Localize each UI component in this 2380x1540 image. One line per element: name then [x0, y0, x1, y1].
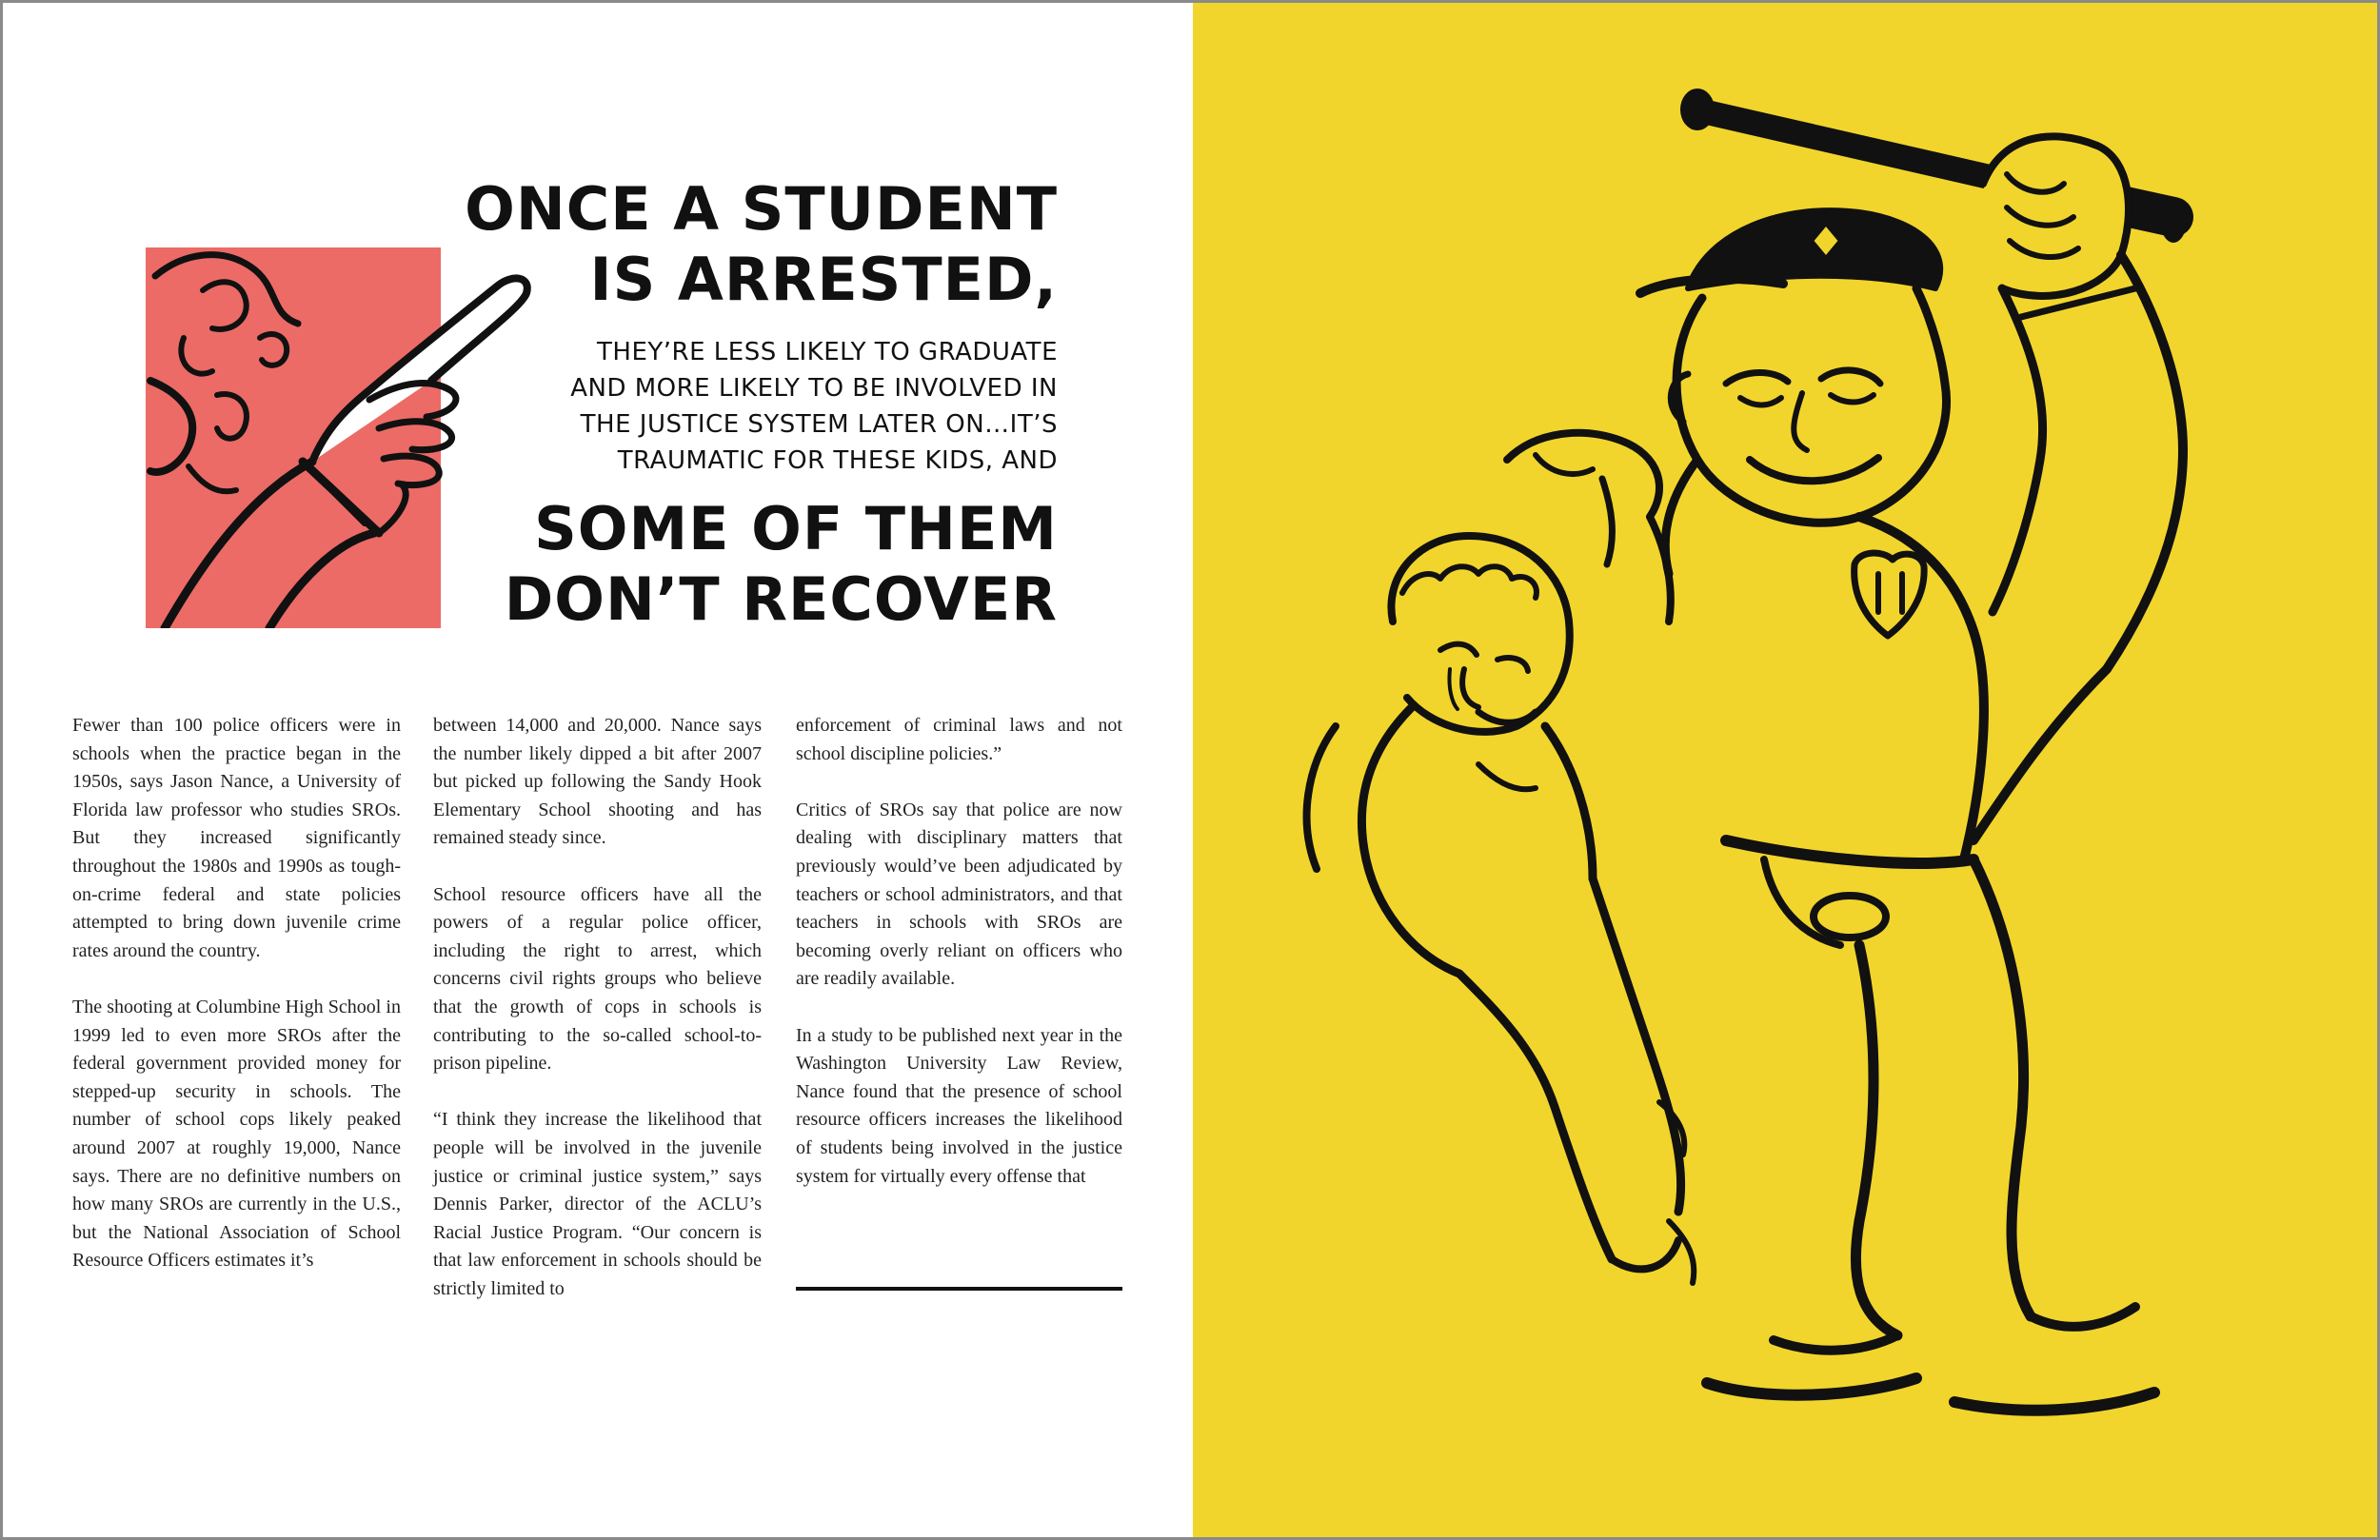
article-paragraph: Fewer than 100 police officers were in schools when the practice began in the 1950s, says Jason Nance, a University of Florida law professor who studies SROs. But they increased significantly throughout the 1980s and 1990s as tough-on-crime federal and state policies attempted to bring down juvenile crime rates around the country. [72, 715, 401, 961]
pull-quote-middle-line: TRAUMATIC FOR THESE KIDS, AND [617, 446, 1058, 475]
article-paragraph: enforcement of criminal laws and not school discipline policies.” [796, 715, 1122, 764]
article-paragraph: The shooting at Columbine High School in 1999 led to even more SROs after the federal government provided money for stepped-up security in schools. The number of school cops likely peaked around 2007 at roughly 19,000, Nance says. There are no definitive numbers on how many SROs are currently in the U.S., but the National Association of School Resource Officers estimates it’s [72, 996, 401, 1272]
article-column-2 [433, 712, 762, 1332]
article-paragraph: “I think they increase the likelihood that people will be involved in the juvenile justice or criminal justice system,” says Dennis Parker, director of the ACLU’s Racial Justice Program. “Our concern is that law enforcement in schools should be strictly limited to [433, 1109, 762, 1299]
police-officer-icon [1193, 3, 2380, 1540]
right-page [1193, 3, 2380, 1540]
pointing-hand-icon [146, 247, 565, 628]
pull-quote [146, 174, 1058, 641]
pull-quote-middle-line: THE JUSTICE SYSTEM LATER ON…IT’S [580, 410, 1058, 439]
pull-quote-middle-line: AND MORE LIKELY TO BE INVOLVED IN [570, 374, 1058, 403]
article-paragraph: Critics of SROs say that police are now dealing with disciplinary matters that previously would’ve been adjudicated by teachers or school administrators, and that teachers in schools with SROs are becoming overly reliant on officers who are readily available. [796, 799, 1122, 990]
pull-quote-headline-line-2: IS ARRESTED, [589, 245, 1058, 314]
left-page [3, 3, 1193, 1540]
article-paragraph: between 14,000 and 20,000. Nance says the number likely dipped a bit after 2007 but picked up following the Sandy Hook Elementary School shooting and has remained steady since. [433, 715, 762, 849]
article-column-1 [72, 712, 401, 1303]
column-end-rule [796, 1287, 1122, 1291]
pull-quote-closing-line-1: SOME OF THEM [534, 494, 1058, 563]
article-paragraph: In a study to be published next year in the Washington University Law Review, Nance found that the presence of school resource officers increases the likelihood of students being involved in the justice system for virtually every offense that [796, 1024, 1122, 1187]
pull-quote-closing-line-2: DON’T RECOVER [504, 564, 1058, 634]
pull-quote-headline-line-1: ONCE A STUDENT [465, 174, 1058, 244]
article-column-3 [796, 712, 1122, 1219]
pull-quote-middle-line: THEY’RE LESS LIKELY TO GRADUATE [597, 338, 1058, 366]
article-paragraph: School resource officers have all the powers of a regular police officer, including the right to arrest, which concerns civil rights groups who believe that the growth of cops in schools is contributing to the so-called school-to-prison pipeline. [433, 883, 762, 1075]
